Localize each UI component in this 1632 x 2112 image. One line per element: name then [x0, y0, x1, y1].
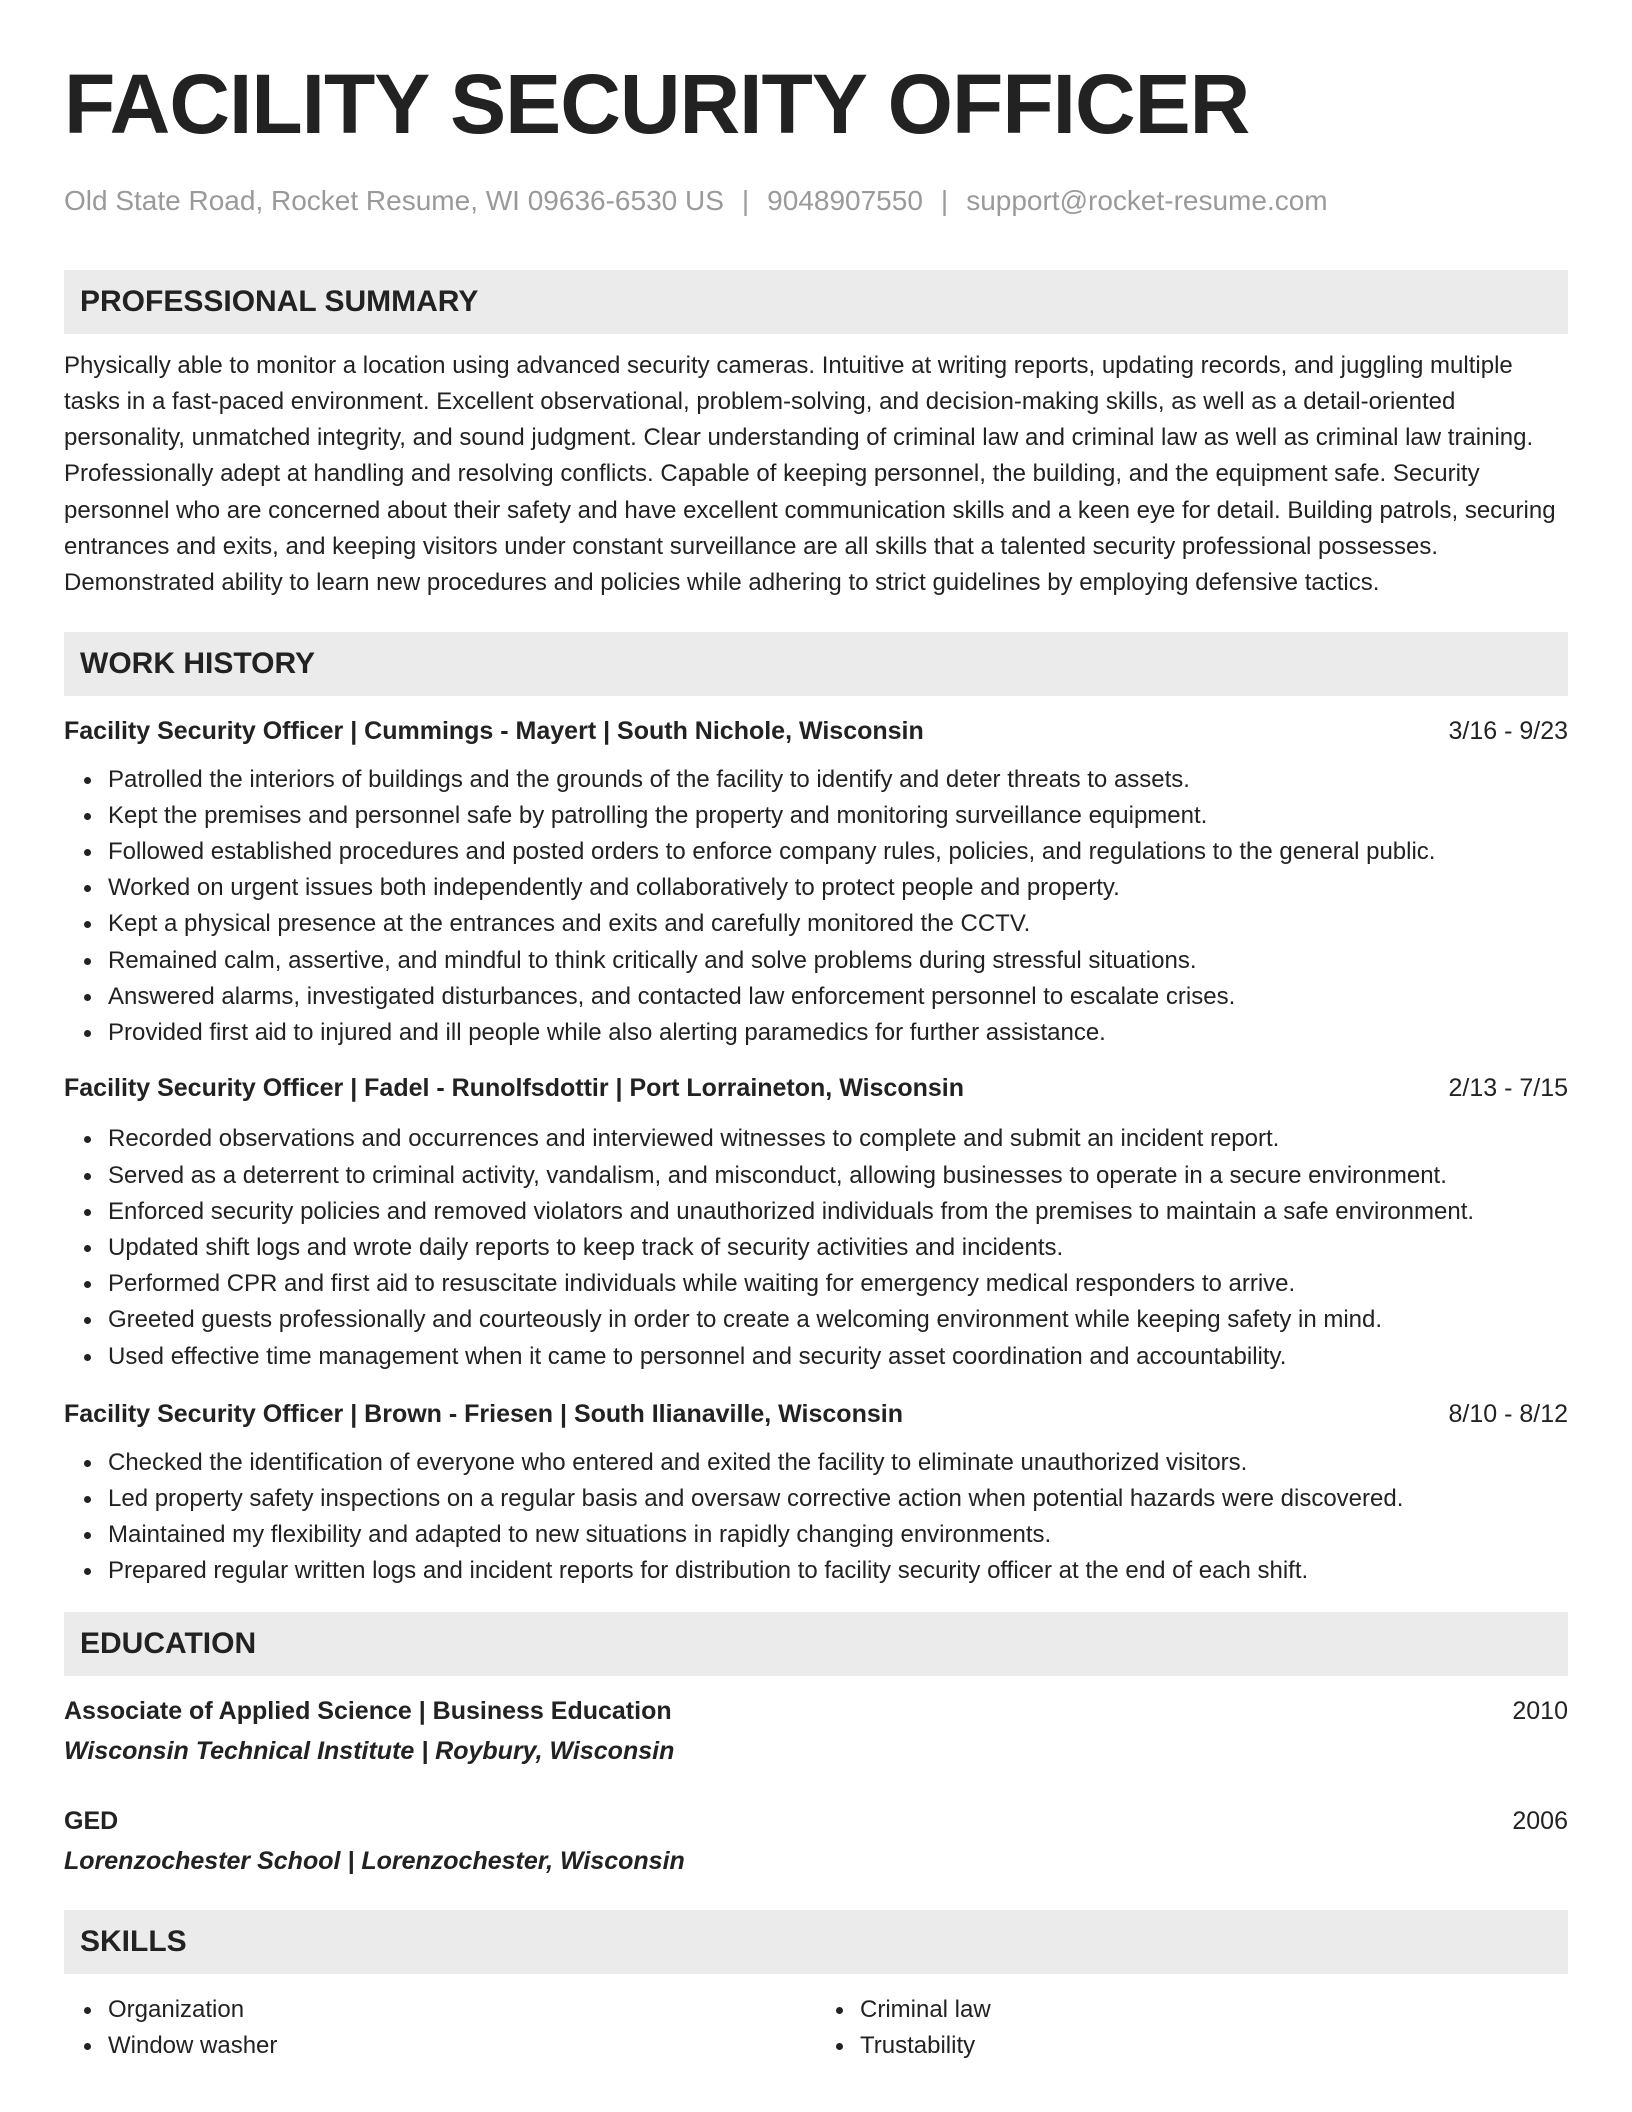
education-entry: [64, 1806, 1568, 1876]
list-item: Led property safety inspections on a regular basis and oversaw corrective action when potential hazards were discovered.: [108, 1481, 1568, 1517]
section-heading-work-history: WORK HISTORY: [64, 632, 1568, 696]
job-entry: [64, 1073, 1568, 1374]
skills-column-right: [816, 1992, 1568, 2064]
list-item: Remained calm, assertive, and mindful to think critically and solve problems during stressful situations.: [108, 943, 1568, 979]
job-entry: [64, 716, 1568, 1052]
page-title: FACILITY SECURITY OFFICER: [64, 57, 1250, 151]
list-item: Kept the premises and personnel safe by patrolling the property and monitoring surveillance equipment.: [108, 798, 1568, 834]
list-item: Maintained my flexibility and adapted to new situations in rapidly changing environments.: [108, 1517, 1568, 1553]
contact-line: [64, 184, 1568, 218]
list-item: Provided first aid to injured and ill people while also alerting paramedics for further assistance.: [108, 1015, 1568, 1051]
list-item: Trustability: [860, 2028, 1568, 2064]
education-year: 2006: [1512, 1806, 1568, 1835]
job-bullets: [64, 1445, 1568, 1590]
job-bullets: [64, 1121, 1568, 1374]
list-item: Used effective time management when it came to personnel and security asset coordination and accountability.: [108, 1339, 1568, 1375]
list-item: Updated shift logs and wrote daily reports to keep track of security activities and incidents.: [108, 1230, 1568, 1266]
job-title: Facility Security Officer | Cummings - Mayert | South Nichole, Wisconsin: [64, 716, 924, 745]
contact-separator: |: [940, 185, 949, 216]
list-item: Window washer: [108, 2028, 816, 2064]
list-item: Patrolled the interiors of buildings and the grounds of the facility to identify and deter threats to assets.: [108, 762, 1568, 798]
list-item: Organization: [108, 1992, 816, 2028]
education-header: [64, 1806, 1568, 1836]
job-header: [64, 1073, 1568, 1103]
list-item: Greeted guests professionally and courteously in order to create a welcoming environment while keeping safety in mind.: [108, 1302, 1568, 1338]
list-item: Checked the identification of everyone who entered and exited the facility to eliminate unauthorized visitors.: [108, 1445, 1568, 1481]
job-title: Facility Security Officer | Brown - Friesen | South Ilianaville, Wisconsin: [64, 1399, 903, 1428]
skills-column-left: [64, 1992, 816, 2064]
phone: 9048907550: [767, 185, 923, 216]
list-item: Prepared regular written logs and incident reports for distribution to facility security officer at the end of each shift.: [108, 1553, 1568, 1589]
job-dates: 2/13 - 7/15: [1448, 1074, 1568, 1103]
job-entry: [64, 1399, 1568, 1590]
contact-separator: |: [741, 185, 750, 216]
list-item: Recorded observations and occurrences and interviewed witnesses to complete and submit an incident report.: [108, 1121, 1568, 1157]
job-dates: 8/10 - 8/12: [1448, 1399, 1568, 1428]
school: Wisconsin Technical Institute | Roybury, Wisconsin: [64, 1736, 675, 1765]
section-heading-education: EDUCATION: [64, 1612, 1568, 1676]
summary-text: Physically able to monitor a location using advanced security cameras. Intuitive at writing reports, updating records, and juggling multiple tasks in a fast-paced environment. Excellent observational, problem-solving, and decision-making skills, as well as a detail-oriented personality, unmatched integrity, and sound judgment. Clear understanding of criminal law and criminal law as well as criminal law training. Professionally adept at handling and resolving conflicts. Capable of keeping personnel, the building, and the equipment safe. Security personnel who are concerned about their safety and have excellent communication skills and a keen eye for detail. Building patrols, securing entrances and exits, and keeping visitors under constant surveillance are all skills that a talented security professional possesses. Demonstrated ability to learn new procedures and policies while adhering to strict guidelines by employing defensive tactics.: [64, 351, 1556, 597]
list-item: Enforced security policies and removed violators and unauthorized individuals from the premises to maintain a safe environment.: [108, 1194, 1568, 1230]
degree: GED: [64, 1806, 119, 1835]
skills-list: [64, 1992, 1568, 2064]
job-dates: 3/16 - 9/23: [1448, 716, 1568, 745]
job-bullets: [64, 762, 1568, 1052]
email-link[interactable]: support@rocket-resume.com: [966, 185, 1328, 216]
list-item: Worked on urgent issues both independently and collaboratively to protect people and property.: [108, 870, 1568, 906]
section-heading-summary: PROFESSIONAL SUMMARY: [64, 270, 1568, 334]
list-item: Criminal law: [860, 1992, 1568, 2028]
job-header: [64, 716, 1568, 746]
degree: Associate of Applied Science | Business Education: [64, 1696, 672, 1725]
list-item: Followed established procedures and posted orders to enforce company rules, policies, and regulations to the general public.: [108, 834, 1568, 870]
school: Lorenzochester School | Lorenzochester, Wisconsin: [64, 1846, 685, 1875]
job-header: [64, 1399, 1568, 1429]
education-header: [64, 1696, 1568, 1726]
address: Old State Road, Rocket Resume, WI 09636-6530 US: [64, 185, 724, 216]
list-item: Served as a deterrent to criminal activity, vandalism, and misconduct, allowing businesses to operate in a secure environment.: [108, 1158, 1568, 1194]
section-heading-skills: SKILLS: [64, 1910, 1568, 1974]
job-title: Facility Security Officer | Fadel - Runolfsdottir | Port Lorraineton, Wisconsin: [64, 1074, 964, 1103]
education-entry: [64, 1696, 1568, 1766]
list-item: Performed CPR and first aid to resuscitate individuals while waiting for emergency medical responders to arrive.: [108, 1266, 1568, 1302]
education-year: 2010: [1512, 1696, 1568, 1725]
list-item: Answered alarms, investigated disturbances, and contacted law enforcement personnel to escalate crises.: [108, 979, 1568, 1015]
list-item: Kept a physical presence at the entrances and exits and carefully monitored the CCTV.: [108, 906, 1568, 942]
